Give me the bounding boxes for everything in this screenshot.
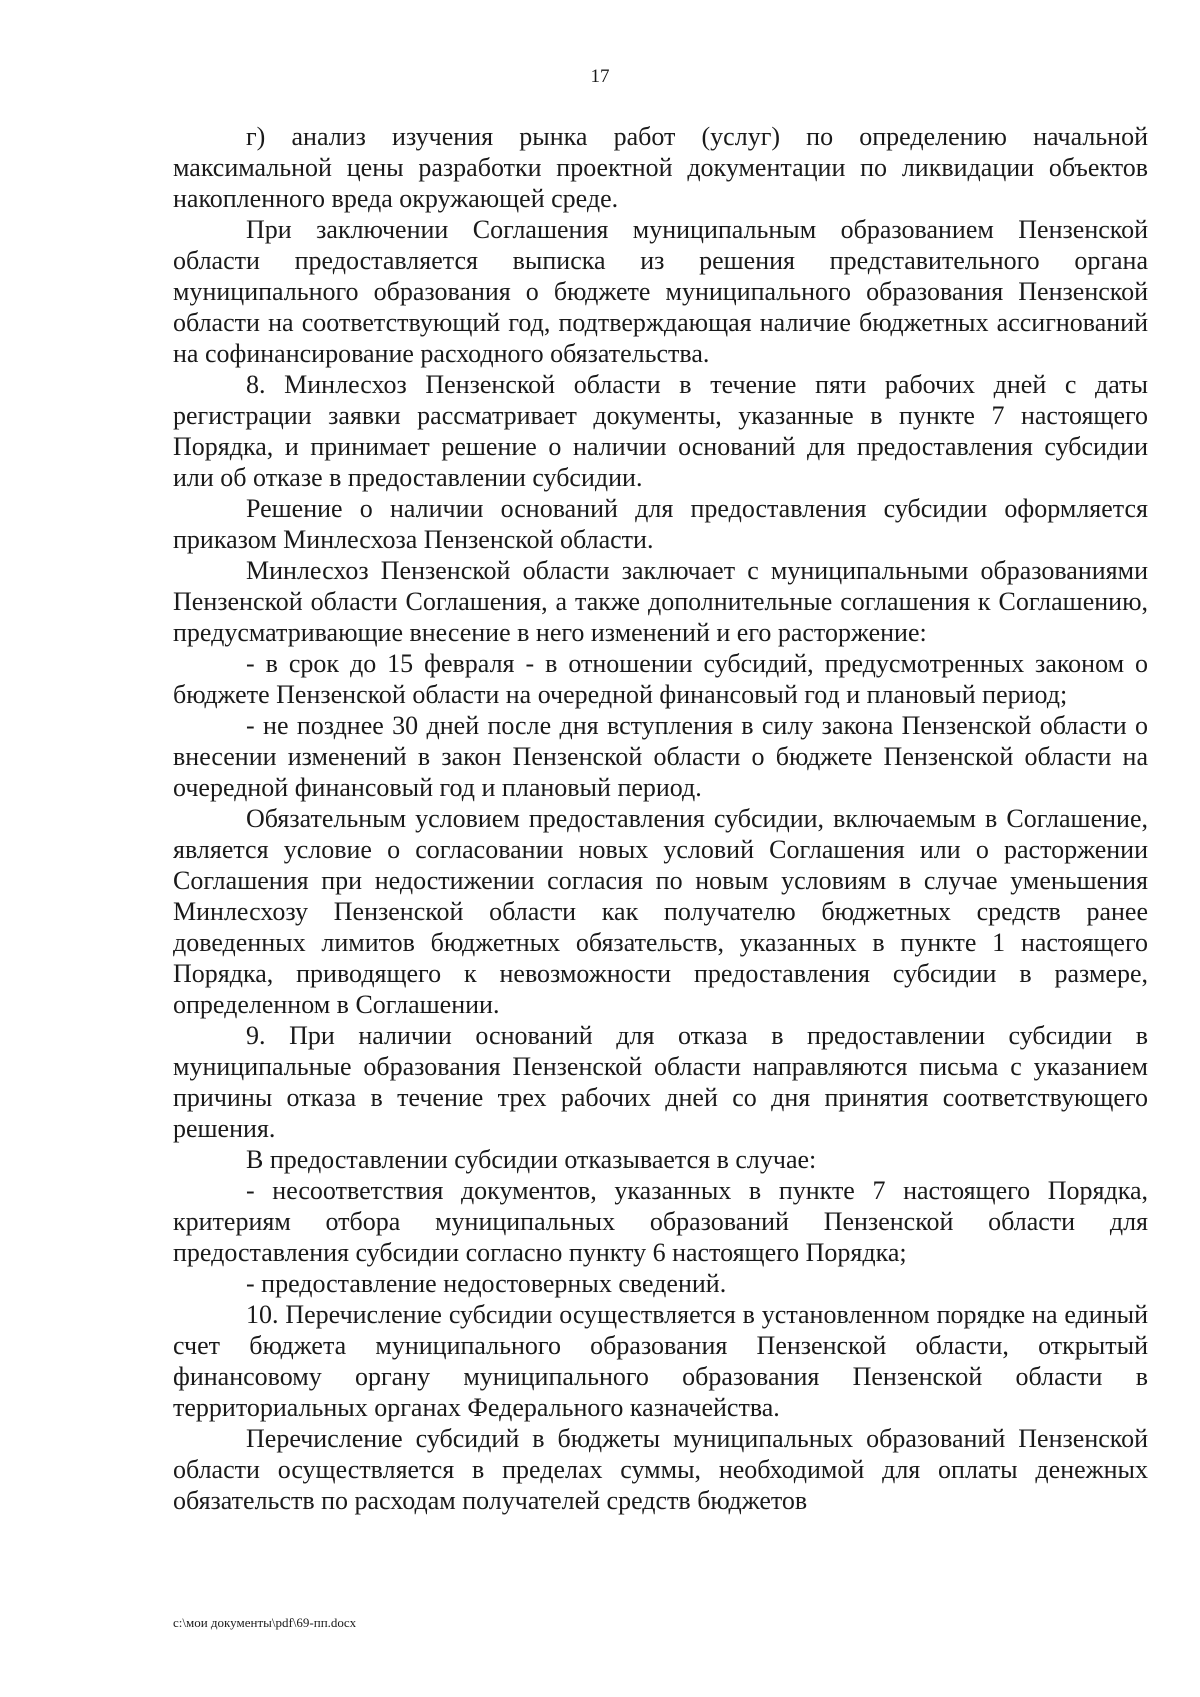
paragraph-deadline-february: - в срок до 15 февраля - в отношении субсидий, предусмотренных законом о бюджете Пензенской области на очередной финансовый год и плановый период;	[173, 649, 1148, 709]
paragraph-refusal-false-info: - предоставление недостоверных сведений.	[246, 1269, 727, 1298]
paragraph-mandatory-condition: Обязательным условием предоставления субсидии, включаемым в Соглашение, является условие о согласовании новых условий Соглашения или о расторжении Соглашения при недостижении согласия по новым условиям в случае уменьшения Минлесхозу Пензенской области как получателю бюджетных средств ранее доведенных лимитов бюджетных обязательств, указанных в пункте 1 настоящего Порядка, приводящего к невозможности предоставления субсидии в размере, определенном в Соглашении.	[173, 804, 1148, 1019]
paragraph-agreements: Минлесхоз Пензенской области заключает с муниципальными образованиями Пензенской области Соглашения, а также дополнительные соглашения к Соглашению, предусматривающие внесение в него изменений и его расторжение:	[173, 556, 1148, 647]
paragraph-item-10: 10. Перечисление субсидии осуществляется в установленном порядке на единый счет бюджета муниципального образования Пензенской области, открытый финансовому органу муниципального образования Пензенской области в территориальных органах Федерального казначейства.	[173, 1300, 1148, 1422]
paragraph-transfer-limits: Перечисление субсидий в бюджеты муниципальных образований Пензенской области осуществляется в пределах суммы, необходимой для оплаты денежных обязательств по расходам получателей средств бюджетов	[173, 1424, 1148, 1515]
paragraph-deadline-30-days: - не позднее 30 дней после дня вступления в силу закона Пензенской области о внесении изменений в закон Пензенской области о бюджете Пензенской области на очередной финансовый год и плановый период.	[173, 711, 1148, 802]
paragraph-market-analysis: г) анализ изучения рынка работ (услуг) по определению начальной максимальной цены разработки проектной документации по ликвидации объектов накопленного вреда окружающей среде.	[173, 122, 1148, 213]
document-body	[173, 121, 1148, 1516]
paragraph-budget-extract: При заключении Соглашения муниципальным образованием Пензенской области предоставляется выписка из решения представительного органа муниципального образования о бюджете муниципального образования Пензенской области на соответствующий год, подтверждающая наличие бюджетных ассигнований на софинансирование расходного обязательства.	[173, 215, 1148, 368]
paragraph-refusal-mismatch: - несоответствия документов, указанных в пункте 7 настоящего Порядка, критериям отбора муниципальных образований Пензенской области для предоставления субсидии согласно пункту 6 настоящего Порядка;	[173, 1176, 1148, 1267]
page-number: 17	[590, 66, 610, 87]
paragraph-decision-order: Решение о наличии оснований для предоставления субсидии оформляется приказом Минлесхоза Пензенской области.	[173, 494, 1148, 554]
paragraph-refusal-cases: В предоставлении субсидии отказывается в случае:	[246, 1145, 817, 1174]
paragraph-item-8: 8. Минлесхоз Пензенской области в течение пяти рабочих дней с даты регистрации заявки рассматривает документы, указанные в пункте 7 настоящего Порядка, и принимает решение о наличии оснований для предоставления субсидии или об отказе в предоставлении субсидии.	[173, 370, 1148, 492]
footer-file-path: c:\мои документы\pdf\69-пп.docx	[173, 1615, 357, 1630]
paragraph-item-9: 9. При наличии оснований для отказа в предоставлении субсидии в муниципальные образования Пензенской области направляются письма с указанием причины отказа в течение трех рабочих дней со дня принятия соответствующего решения.	[173, 1021, 1148, 1143]
